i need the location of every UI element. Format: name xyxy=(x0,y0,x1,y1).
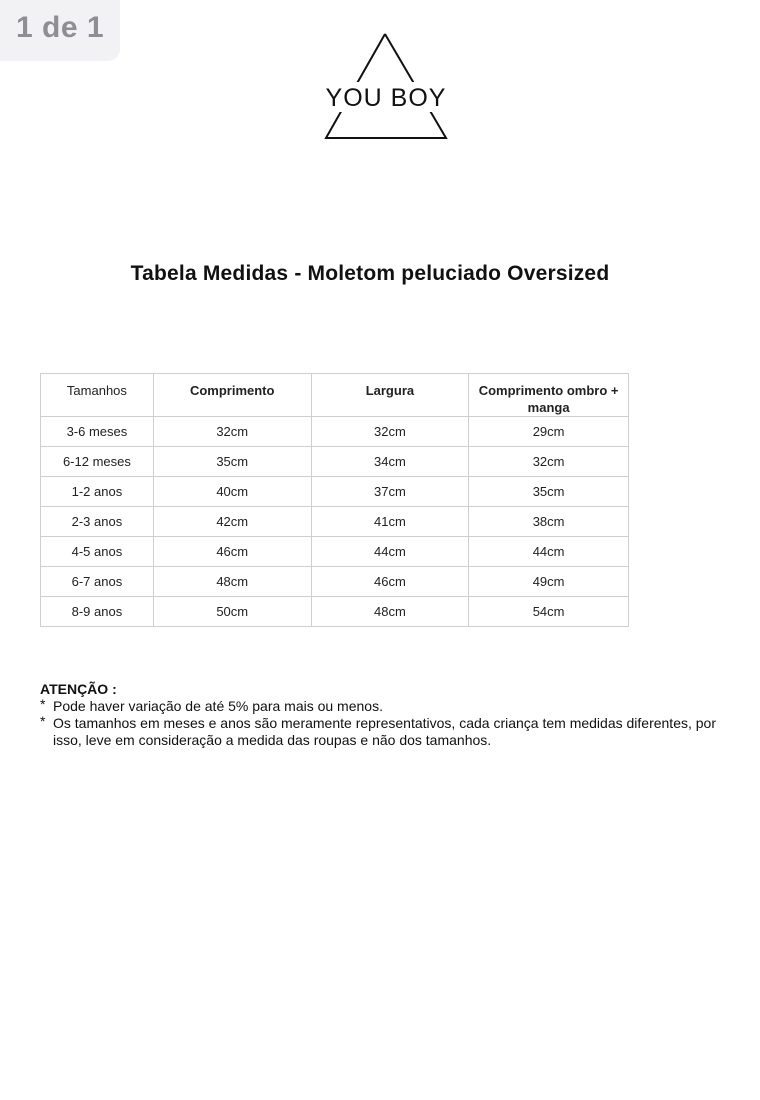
notes-heading: ATENÇÃO : xyxy=(40,681,117,697)
header-tamanhos: Tamanhos xyxy=(41,374,154,417)
table-row xyxy=(41,477,629,507)
asterisk-bullet: * xyxy=(40,696,46,712)
page-title: Tabela Medidas - Moletom peluciado Oversized xyxy=(130,262,610,285)
cell-ombro-manga: 29cm xyxy=(469,417,629,447)
header-comprimento-ombro-manga: Comprimento ombro + manga xyxy=(469,374,629,417)
note-text: Os tamanhos em meses e anos são meramente representativos, cada criança tem medidas diferentes, por isso, leve em consideração a medida das roupas e não dos tamanhos. xyxy=(53,715,716,748)
logo-text: YOU BOY xyxy=(325,84,447,112)
page-indicator: 1 de 1 xyxy=(0,0,120,61)
table-row xyxy=(41,507,629,537)
cell-largura: 46cm xyxy=(311,567,469,597)
note-item xyxy=(40,715,720,749)
cell-comprimento: 35cm xyxy=(153,447,311,477)
cell-size: 3-6 meses xyxy=(41,417,154,447)
cell-size: 1-2 anos xyxy=(41,477,154,507)
cell-ombro-manga: 49cm xyxy=(469,567,629,597)
note-text: Pode haver variação de até 5% para mais ou menos. xyxy=(53,698,383,714)
brand-logo xyxy=(310,28,460,146)
table-header-row xyxy=(41,374,629,417)
table-row xyxy=(41,597,629,627)
notes-section xyxy=(40,681,720,749)
cell-largura: 41cm xyxy=(311,507,469,537)
cell-largura: 44cm xyxy=(311,537,469,567)
cell-largura: 48cm xyxy=(311,597,469,627)
table-row xyxy=(41,537,629,567)
cell-size: 6-12 meses xyxy=(41,447,154,477)
cell-comprimento: 42cm xyxy=(153,507,311,537)
cell-comprimento: 40cm xyxy=(153,477,311,507)
table-row xyxy=(41,447,629,477)
cell-ombro-manga: 44cm xyxy=(469,537,629,567)
header-comprimento: Comprimento xyxy=(153,374,311,417)
cell-largura: 34cm xyxy=(311,447,469,477)
cell-largura: 37cm xyxy=(311,477,469,507)
cell-ombro-manga: 54cm xyxy=(469,597,629,627)
cell-ombro-manga: 35cm xyxy=(469,477,629,507)
header-largura: Largura xyxy=(311,374,469,417)
cell-size: 6-7 anos xyxy=(41,567,154,597)
table-row xyxy=(41,417,629,447)
cell-comprimento: 32cm xyxy=(153,417,311,447)
table-row xyxy=(41,567,629,597)
cell-size: 2-3 anos xyxy=(41,507,154,537)
cell-size: 8-9 anos xyxy=(41,597,154,627)
asterisk-bullet: * xyxy=(40,713,46,729)
cell-ombro-manga: 38cm xyxy=(469,507,629,537)
cell-comprimento: 48cm xyxy=(153,567,311,597)
cell-comprimento: 50cm xyxy=(153,597,311,627)
cell-ombro-manga: 32cm xyxy=(469,447,629,477)
note-item xyxy=(40,698,720,715)
cell-largura: 32cm xyxy=(311,417,469,447)
size-table xyxy=(40,373,629,627)
cell-comprimento: 46cm xyxy=(153,537,311,567)
cell-size: 4-5 anos xyxy=(41,537,154,567)
